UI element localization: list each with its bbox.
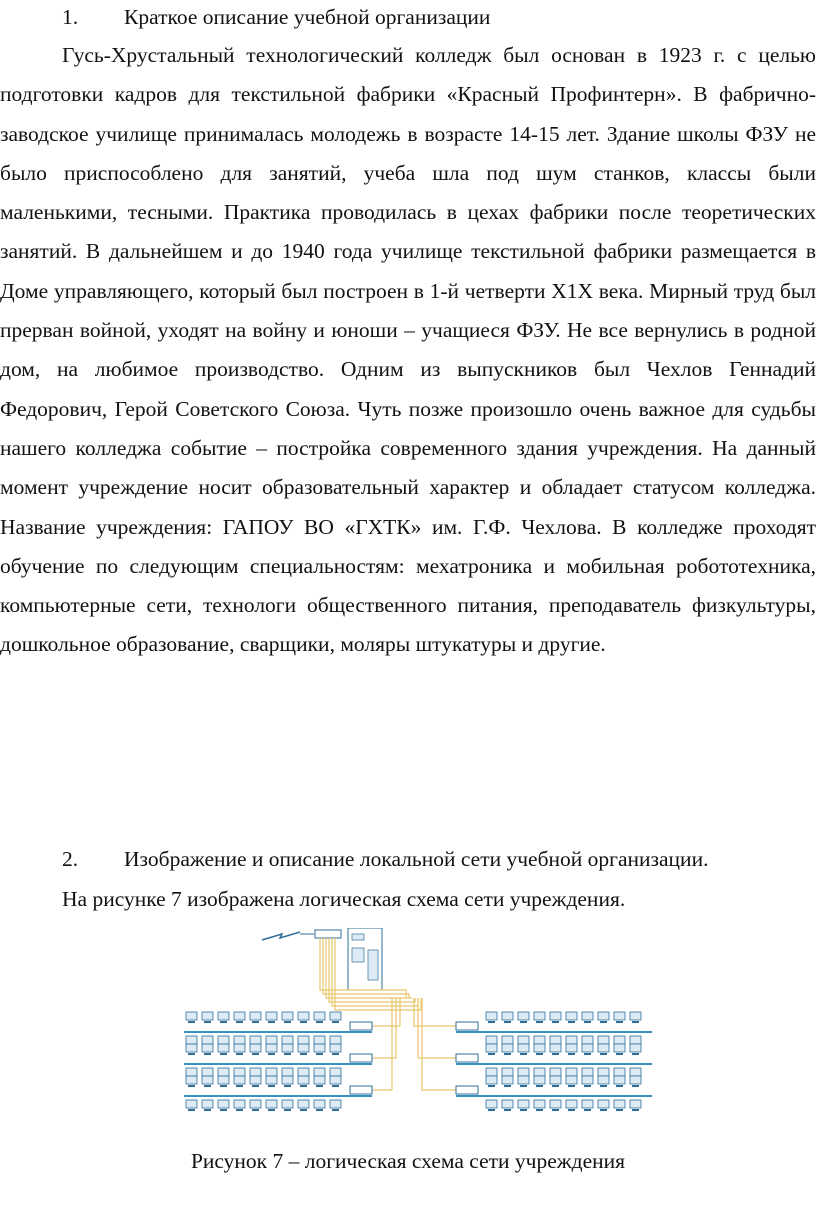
pc-left-2-top-9-monitor-icon (330, 1076, 341, 1084)
pc-left-1-bot-9-monitor-icon (330, 1068, 341, 1076)
pc-right-0-bot-1-monitor-icon (502, 1036, 513, 1044)
pc-right-1-top-2-base-icon (520, 1053, 527, 1055)
pc-right-1-bot-7-monitor-icon (598, 1068, 609, 1076)
pc-left-2-bot-3-monitor-icon (234, 1100, 245, 1108)
pc-right-2-top-5-base-icon (568, 1085, 575, 1087)
pc-right-2-top-0-base-icon (488, 1085, 495, 1087)
pc-right-2-bot-6-base-icon (584, 1109, 591, 1111)
server-unit-1 (352, 934, 364, 940)
network-diagram (170, 928, 660, 1128)
pc-left-2-top-3-base-icon (236, 1085, 243, 1087)
pc-right-0-bot-8-monitor-icon (614, 1036, 625, 1044)
pc-left-2-top-8-base-icon (316, 1085, 323, 1087)
pc-right-1-bot-3-monitor-icon (534, 1068, 545, 1076)
pc-left-1-top-4-monitor-icon (250, 1044, 261, 1052)
pc-right-1-top-8-base-icon (616, 1053, 623, 1055)
pc-right-0-top-9-base-icon (632, 1021, 639, 1023)
pc-left-0-bot-7-monitor-icon (298, 1036, 309, 1044)
pc-right-1-top-4-monitor-icon (550, 1044, 561, 1052)
pc-right-1-top-1-base-icon (504, 1053, 511, 1055)
pc-left-2-bot-0-monitor-icon (186, 1100, 197, 1108)
pc-left-2-top-4-base-icon (252, 1085, 259, 1087)
pc-right-2-bot-8-monitor-icon (614, 1100, 625, 1108)
pc-left-0-top-3-monitor-icon (234, 1012, 245, 1020)
pc-left-1-bot-7-monitor-icon (298, 1068, 309, 1076)
pc-left-1-top-6-monitor-icon (282, 1044, 293, 1052)
server-unit-3 (368, 950, 378, 980)
pc-right-2-bot-2-monitor-icon (518, 1100, 529, 1108)
pc-left-2-top-1-base-icon (204, 1085, 211, 1087)
pc-left-0-top-5-base-icon (268, 1021, 275, 1023)
pc-right-1-top-0-base-icon (488, 1053, 495, 1055)
pc-right-1-top-1-monitor-icon (502, 1044, 513, 1052)
pc-right-1-top-7-base-icon (600, 1053, 607, 1055)
pc-left-0-bot-9-monitor-icon (330, 1036, 341, 1044)
pc-left-2-top-2-base-icon (220, 1085, 227, 1087)
pc-right-2-bot-1-base-icon (504, 1109, 511, 1111)
paragraph-1-text: Гусь-Хрустальный технологический колледж был основан в 1923 г. с целью подготовки кадров для текстильной фабрики «Красный Профинтерн». В фабрично-заводское училище принималась молодежь в возрасте 14-15 лет. Здание школы ФЗУ не было приспособлено для занятий, учеба шла под шум станков, классы были маленькими, тесными. Практика проводилась в цехах фабрики после теоретических занятий. В дальнейшем и до 1940 года училище текстильной фабрики размещается в Доме управляющего, который был построен в 1-й четверти Х1Х века. Мирный труд был прерван войной, уходят на войну и юноши – учащиеся ФЗУ. Не все вернулись в родной дом, на любимое производство. Одним из выпускников был Чехлов Геннадий Федорович, Герой Советского Союза. Чуть позже произошло очень важное для судьбы нашего колледжа событие – постройка современного здания учреждения. На данный момент учреждение носит образовательный характер и обладает статусом колледжа. Название учреждения: ГАПОУ ВО «ГХТК» им. Г.Ф. Чехлова. В колледже проходят обучение по следующим специальностям: мехатроника и мобильная робототехника, компьютерные сети, технологи общественного питания, преподаватель физкультуры, дошкольное образование, сварщики, моляры штукатуры и другие. (0, 43, 816, 657)
pc-left-1-bot-2-monitor-icon (218, 1068, 229, 1076)
pc-right-0-top-3-monitor-icon (534, 1012, 545, 1020)
pc-left-2-bot-2-monitor-icon (218, 1100, 229, 1108)
pc-left-1-bot-5-monitor-icon (266, 1068, 277, 1076)
pc-right-2-bot-8-base-icon (616, 1109, 623, 1111)
pc-left-2-bot-9-base-icon (332, 1109, 339, 1111)
pc-right-0-top-5-monitor-icon (566, 1012, 577, 1020)
pc-left-0-bot-1-monitor-icon (202, 1036, 213, 1044)
pc-left-2-bot-9-monitor-icon (330, 1100, 341, 1108)
pc-right-0-bot-5-monitor-icon (566, 1036, 577, 1044)
pc-left-0-top-1-base-icon (204, 1021, 211, 1023)
pc-right-1-bot-0-monitor-icon (486, 1068, 497, 1076)
pc-left-1-top-3-base-icon (236, 1053, 243, 1055)
pc-right-2-top-0-monitor-icon (486, 1076, 497, 1084)
pc-left-0-top-1-monitor-icon (202, 1012, 213, 1020)
pc-left-2-bot-6-monitor-icon (282, 1100, 293, 1108)
switch-left-1-icon (350, 1054, 372, 1062)
pc-left-2-top-3-monitor-icon (234, 1076, 245, 1084)
pc-left-1-top-0-monitor-icon (186, 1044, 197, 1052)
pc-left-0-top-4-base-icon (252, 1021, 259, 1023)
pc-left-2-top-7-monitor-icon (298, 1076, 309, 1084)
section-1-title: Краткое описание учебной организации (124, 5, 491, 29)
pc-left-0-top-2-monitor-icon (218, 1012, 229, 1020)
figure-caption: Рисунок 7 – логическая схема сети учреждения (190, 1149, 626, 1173)
pc-right-0-top-4-monitor-icon (550, 1012, 561, 1020)
pc-left-2-bot-3-base-icon (236, 1109, 243, 1111)
pc-right-0-bot-2-monitor-icon (518, 1036, 529, 1044)
pc-right-2-top-3-base-icon (536, 1085, 543, 1087)
pc-left-2-bot-8-monitor-icon (314, 1100, 325, 1108)
switch-right-1-icon (456, 1054, 478, 1062)
pc-left-2-top-0-monitor-icon (186, 1076, 197, 1084)
pc-left-2-top-7-base-icon (300, 1085, 307, 1087)
cable-right-0 (414, 998, 456, 1026)
pc-right-1-bot-4-monitor-icon (550, 1068, 561, 1076)
pc-left-1-bot-1-monitor-icon (202, 1068, 213, 1076)
pc-left-0-top-6-base-icon (284, 1021, 291, 1023)
pc-left-0-top-7-base-icon (300, 1021, 307, 1023)
figure-lead-text: На рисунке 7 изображена логическая схема сети учреждения. (62, 887, 626, 911)
pc-right-2-bot-6-monitor-icon (582, 1100, 593, 1108)
pc-left-2-top-0-base-icon (188, 1085, 195, 1087)
paragraph-1 (0, 36, 816, 665)
pc-right-1-top-2-monitor-icon (518, 1044, 529, 1052)
pc-right-2-top-5-monitor-icon (566, 1076, 577, 1084)
pc-right-0-bot-9-monitor-icon (630, 1036, 641, 1044)
pc-right-1-top-3-monitor-icon (534, 1044, 545, 1052)
pc-right-0-top-1-monitor-icon (502, 1012, 513, 1020)
pc-left-0-top-7-monitor-icon (298, 1012, 309, 1020)
pc-right-0-top-6-monitor-icon (582, 1012, 593, 1020)
pc-right-2-bot-3-base-icon (536, 1109, 543, 1111)
pc-left-0-top-0-monitor-icon (186, 1012, 197, 1020)
switch-left-0-icon (350, 1022, 372, 1030)
pc-left-1-top-6-base-icon (284, 1053, 291, 1055)
pc-right-0-top-4-base-icon (552, 1021, 559, 1023)
pc-left-2-top-6-monitor-icon (282, 1076, 293, 1084)
pc-left-1-top-2-monitor-icon (218, 1044, 229, 1052)
pc-right-2-bot-5-base-icon (568, 1109, 575, 1111)
pc-right-1-bot-2-monitor-icon (518, 1068, 529, 1076)
pc-left-1-top-0-base-icon (188, 1053, 195, 1055)
pc-left-1-top-8-base-icon (316, 1053, 323, 1055)
pc-left-1-top-2-base-icon (220, 1053, 227, 1055)
pc-right-0-top-7-monitor-icon (598, 1012, 609, 1020)
pc-right-0-top-8-monitor-icon (614, 1012, 625, 1020)
pc-right-1-top-0-monitor-icon (486, 1044, 497, 1052)
pc-left-0-top-2-base-icon (220, 1021, 227, 1023)
pc-right-1-top-9-base-icon (632, 1053, 639, 1055)
pc-left-0-top-8-base-icon (316, 1021, 323, 1023)
pc-left-2-bot-5-monitor-icon (266, 1100, 277, 1108)
pc-left-0-top-9-base-icon (332, 1021, 339, 1023)
pc-left-0-top-0-base-icon (188, 1021, 195, 1023)
pc-right-2-bot-5-monitor-icon (566, 1100, 577, 1108)
pc-right-0-bot-7-monitor-icon (598, 1036, 609, 1044)
pc-left-2-bot-6-base-icon (284, 1109, 291, 1111)
pc-left-2-bot-0-base-icon (188, 1109, 195, 1111)
pc-left-2-bot-8-base-icon (316, 1109, 323, 1111)
pc-left-1-top-9-monitor-icon (330, 1044, 341, 1052)
pc-left-1-top-9-base-icon (332, 1053, 339, 1055)
pc-right-2-bot-2-base-icon (520, 1109, 527, 1111)
switch-right-0-icon (456, 1022, 478, 1030)
pc-left-0-bot-6-monitor-icon (282, 1036, 293, 1044)
pc-right-2-top-6-monitor-icon (582, 1076, 593, 1084)
pc-right-1-bot-8-monitor-icon (614, 1068, 625, 1076)
cable-left-2 (372, 998, 392, 1090)
pc-left-0-bot-2-monitor-icon (218, 1036, 229, 1044)
pc-right-2-top-9-monitor-icon (630, 1076, 641, 1084)
pc-right-2-bot-9-base-icon (632, 1109, 639, 1111)
pc-right-2-top-2-monitor-icon (518, 1076, 529, 1084)
section-1-number: 1. (62, 5, 79, 29)
server-unit-2 (352, 948, 364, 962)
pc-left-0-top-8-monitor-icon (314, 1012, 325, 1020)
pc-right-2-top-2-base-icon (520, 1085, 527, 1087)
pc-right-2-top-4-base-icon (552, 1085, 559, 1087)
switch-right-2-icon (456, 1086, 478, 1094)
pc-right-1-top-5-base-icon (568, 1053, 575, 1055)
pc-left-0-top-3-base-icon (236, 1021, 243, 1023)
pc-right-0-top-0-base-icon (488, 1021, 495, 1023)
section-2-number: 2. (62, 847, 79, 871)
wan-link-icon (262, 932, 300, 940)
pc-left-2-bot-4-monitor-icon (250, 1100, 261, 1108)
pc-right-2-bot-0-monitor-icon (486, 1100, 497, 1108)
pc-left-0-bot-8-monitor-icon (314, 1036, 325, 1044)
pc-right-1-top-6-monitor-icon (582, 1044, 593, 1052)
pc-right-2-top-1-base-icon (504, 1085, 511, 1087)
pc-left-0-bot-0-monitor-icon (186, 1036, 197, 1044)
pc-right-0-top-0-monitor-icon (486, 1012, 497, 1020)
pc-left-2-top-8-monitor-icon (314, 1076, 325, 1084)
pc-right-2-bot-0-base-icon (488, 1109, 495, 1111)
pc-right-0-top-5-base-icon (568, 1021, 575, 1023)
pc-right-0-top-2-base-icon (520, 1021, 527, 1023)
pc-right-2-bot-1-monitor-icon (502, 1100, 513, 1108)
pc-right-0-bot-0-monitor-icon (486, 1036, 497, 1044)
pc-right-2-bot-7-monitor-icon (598, 1100, 609, 1108)
pc-right-2-top-8-base-icon (616, 1085, 623, 1087)
pc-right-0-bot-4-monitor-icon (550, 1036, 561, 1044)
pc-left-2-bot-1-base-icon (204, 1109, 211, 1111)
pc-left-2-top-6-base-icon (284, 1085, 291, 1087)
pc-right-2-top-9-base-icon (632, 1085, 639, 1087)
pc-right-2-top-7-monitor-icon (598, 1076, 609, 1084)
pc-right-2-bot-9-monitor-icon (630, 1100, 641, 1108)
switch-left-2-icon (350, 1086, 372, 1094)
pc-right-0-top-2-monitor-icon (518, 1012, 529, 1020)
pc-right-0-bot-3-monitor-icon (534, 1036, 545, 1044)
pc-left-2-top-4-monitor-icon (250, 1076, 261, 1084)
pc-left-1-top-7-base-icon (300, 1053, 307, 1055)
pc-right-0-bot-6-monitor-icon (582, 1036, 593, 1044)
pc-right-0-top-6-base-icon (584, 1021, 591, 1023)
pc-right-2-bot-3-monitor-icon (534, 1100, 545, 1108)
pc-left-2-bot-1-monitor-icon (202, 1100, 213, 1108)
pc-left-2-top-5-base-icon (268, 1085, 275, 1087)
pc-left-0-bot-5-monitor-icon (266, 1036, 277, 1044)
pc-left-1-top-7-monitor-icon (298, 1044, 309, 1052)
pc-right-1-bot-6-monitor-icon (582, 1068, 593, 1076)
pc-left-0-top-4-monitor-icon (250, 1012, 261, 1020)
cable-right-2 (422, 998, 456, 1090)
pc-left-2-top-9-base-icon (332, 1085, 339, 1087)
section-2-title: Изображение и описание локальной сети учебной организации. (124, 847, 709, 871)
pc-left-0-bot-4-monitor-icon (250, 1036, 261, 1044)
pc-left-0-top-6-monitor-icon (282, 1012, 293, 1020)
pc-right-0-top-1-base-icon (504, 1021, 511, 1023)
pc-left-2-bot-4-base-icon (252, 1109, 259, 1111)
pc-right-1-top-8-monitor-icon (614, 1044, 625, 1052)
pc-left-2-bot-5-base-icon (268, 1109, 275, 1111)
pc-right-0-top-8-base-icon (616, 1021, 623, 1023)
pc-left-1-top-3-monitor-icon (234, 1044, 245, 1052)
pc-left-2-top-5-monitor-icon (266, 1076, 277, 1084)
pc-right-1-top-9-monitor-icon (630, 1044, 641, 1052)
pc-right-1-bot-1-monitor-icon (502, 1068, 513, 1076)
pc-right-2-top-4-monitor-icon (550, 1076, 561, 1084)
section-2-heading (62, 844, 708, 874)
pc-right-1-top-4-base-icon (552, 1053, 559, 1055)
pc-right-1-top-7-monitor-icon (598, 1044, 609, 1052)
pc-right-1-top-3-base-icon (536, 1053, 543, 1055)
pc-right-1-bot-9-monitor-icon (630, 1068, 641, 1076)
pc-left-2-bot-7-base-icon (300, 1109, 307, 1111)
pc-right-1-top-6-base-icon (584, 1053, 591, 1055)
pc-right-2-bot-7-base-icon (600, 1109, 607, 1111)
pc-right-0-top-9-monitor-icon (630, 1012, 641, 1020)
pc-left-1-bot-3-monitor-icon (234, 1068, 245, 1076)
pc-left-1-top-5-monitor-icon (266, 1044, 277, 1052)
pc-left-1-bot-6-monitor-icon (282, 1068, 293, 1076)
pc-right-0-top-3-base-icon (536, 1021, 543, 1023)
pc-left-1-bot-8-monitor-icon (314, 1068, 325, 1076)
pc-right-2-top-1-monitor-icon (502, 1076, 513, 1084)
pc-left-1-top-5-base-icon (268, 1053, 275, 1055)
pc-left-2-top-2-monitor-icon (218, 1076, 229, 1084)
pc-right-2-top-8-monitor-icon (614, 1076, 625, 1084)
pc-right-1-bot-5-monitor-icon (566, 1068, 577, 1076)
pc-left-1-top-4-base-icon (252, 1053, 259, 1055)
pc-right-2-bot-4-monitor-icon (550, 1100, 561, 1108)
pc-right-2-bot-4-base-icon (552, 1109, 559, 1111)
section-1-heading (62, 2, 490, 32)
cable-right-1 (418, 998, 456, 1058)
pc-left-1-top-1-base-icon (204, 1053, 211, 1055)
pc-right-2-top-3-monitor-icon (534, 1076, 545, 1084)
pc-left-1-top-1-monitor-icon (202, 1044, 213, 1052)
pc-left-2-top-1-monitor-icon (202, 1076, 213, 1084)
pc-left-2-bot-7-monitor-icon (298, 1100, 309, 1108)
pc-right-2-top-7-base-icon (600, 1085, 607, 1087)
pc-left-2-bot-2-base-icon (220, 1109, 227, 1111)
router-icon (315, 930, 341, 938)
pc-left-1-top-8-monitor-icon (314, 1044, 325, 1052)
pc-left-1-bot-0-monitor-icon (186, 1068, 197, 1076)
pc-right-2-top-6-base-icon (584, 1085, 591, 1087)
pc-right-1-top-5-monitor-icon (566, 1044, 577, 1052)
pc-left-0-top-5-monitor-icon (266, 1012, 277, 1020)
pc-right-0-top-7-base-icon (600, 1021, 607, 1023)
pc-left-0-top-9-monitor-icon (330, 1012, 341, 1020)
pc-left-1-bot-4-monitor-icon (250, 1068, 261, 1076)
pc-left-0-bot-3-monitor-icon (234, 1036, 245, 1044)
